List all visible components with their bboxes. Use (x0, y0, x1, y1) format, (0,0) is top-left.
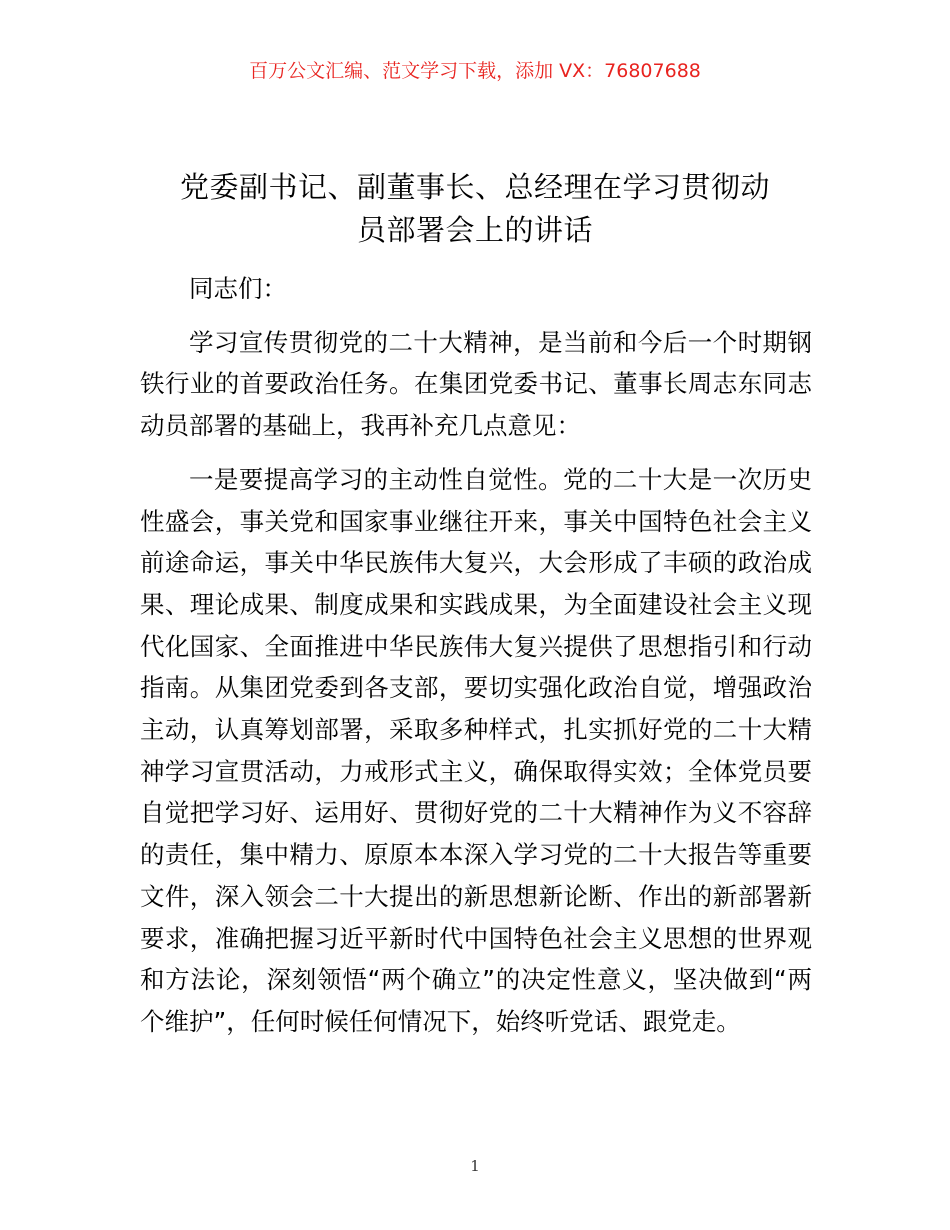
document-title (140, 166, 810, 252)
paragraph: 一是要提高学习的主动性自觉性。党的二十大是一次历史性盛会，事关党和国家事业继往开来，事关中国特色社会主义前途命运，事关中华民族伟大复兴，大会形成了丰硕的政治成果、理论成果、制度成果和实践成果，为全面建设社会主义现代化国家、全面推进中华民族伟大复兴提供了思想指引和行动指南。从集团党委到各支部，要切实强化政治自觉，增强政治主动，认真筹划部署，采取多种样式，扎实抓好党的二十大精神学习宣贯活动，力戒形式主义，确保取得实效；全体党员要自觉把学习好、运用好、贯彻好党的二十大精神作为义不容辞的责任，集中精力、原原本本深入学习党的二十大报告等重要文件，深入领会二十大提出的新思想新论断、作出的新部署新要求，准确把握习近平新时代中国特色社会主义思想的世界观和方法论，深刻领悟“两个确立”的决定性意义，坚决做到“两个维护”，任何时候任何情况下，始终听党话、跟党走。 (140, 464, 812, 1036)
title-line-1: 党委副书记、副董事长、总经理在学习贯彻动 (179, 170, 770, 204)
header-watermark-note: 百万公文汇编、范文学习下载，添加 VX：76807688 (249, 60, 701, 82)
greeting: 同志们： (189, 274, 287, 303)
title-line-2: 员部署会上的讲话 (356, 213, 593, 247)
document-body (140, 268, 812, 1043)
paragraph: 学习宣传贯彻党的二十大精神，是当前和今后一个时期钢铁行业的首要政治任务。在集团党委书记、董事长周志东同志动员部署的基础上，我再补充几点意见： (140, 327, 812, 441)
page-number: 1 (470, 1157, 480, 1175)
